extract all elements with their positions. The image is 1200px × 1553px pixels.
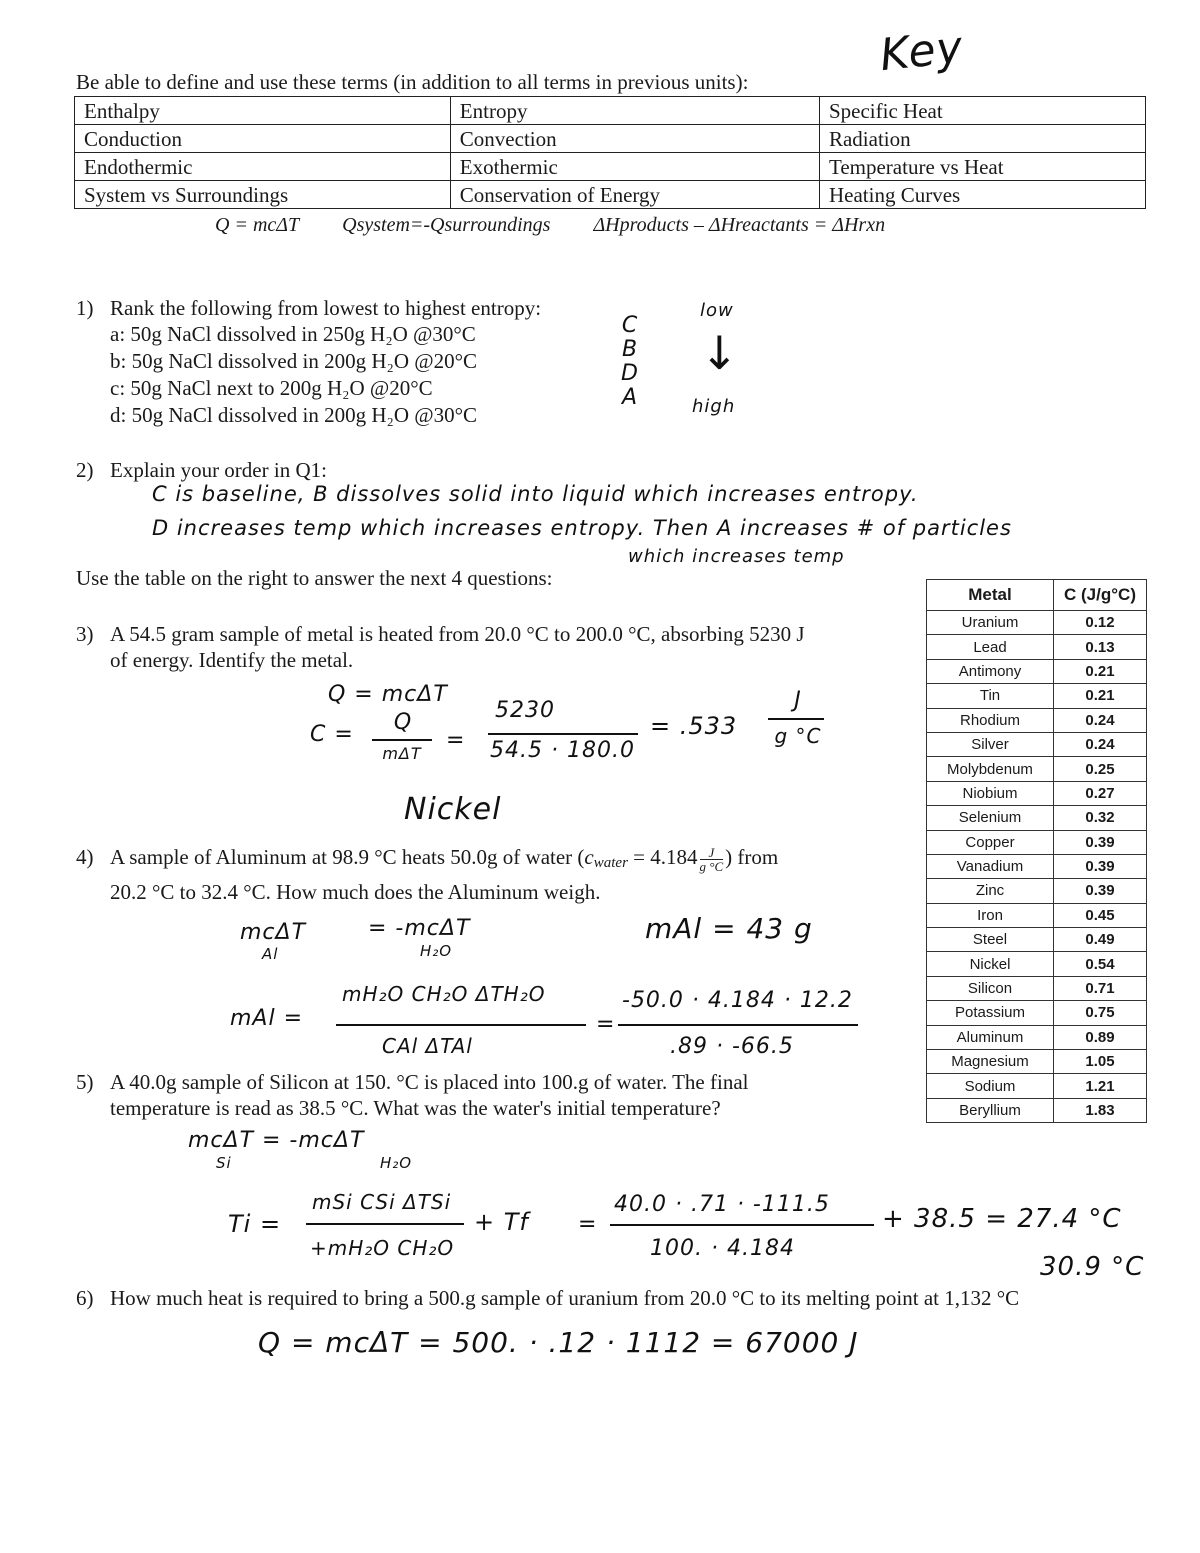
term-cell: System vs Surroundings xyxy=(75,181,451,209)
question-text: temperature is read as 38.5 °C. What was the water's initial temperature? xyxy=(110,1096,721,1120)
table-row xyxy=(927,928,1147,952)
work-denominator: 100. · 4.184 xyxy=(650,1236,795,1261)
table-row xyxy=(927,903,1147,927)
metal-name-cell: Molybdenum xyxy=(927,757,1054,781)
work-mal: mAl = xyxy=(230,1006,304,1031)
specific-heat-cell: 0.24 xyxy=(1054,708,1147,732)
term-cell: Heating Curves xyxy=(819,181,1145,209)
metal-name-cell: Nickel xyxy=(927,952,1054,976)
metal-name-cell: Steel xyxy=(927,928,1054,952)
metal-name-cell: Selenium xyxy=(927,806,1054,830)
specific-heat-cell: 0.25 xyxy=(1054,757,1147,781)
formula-heat: Q = mcΔT xyxy=(215,214,300,236)
term-cell: Endothermic xyxy=(75,153,451,181)
answer-letter: A xyxy=(621,385,639,410)
specific-heat-cell: 0.21 xyxy=(1054,659,1147,683)
work-result: + 38.5 = 27.4 °C xyxy=(882,1204,1122,1234)
c-water-subscript: water xyxy=(593,855,628,871)
metal-name-cell: Antimony xyxy=(927,659,1054,683)
question-number: 6) xyxy=(76,1286,94,1310)
table-row xyxy=(927,1050,1147,1074)
fraction-bar xyxy=(372,739,432,741)
table-row xyxy=(927,659,1147,683)
metal-name-cell: Silicon xyxy=(927,976,1054,1000)
c-water-symbol: c xyxy=(584,845,594,869)
specific-heat-cell: 0.12 xyxy=(1054,611,1147,635)
question-text: A 40.0g sample of Silicon at 150. °C is placed into 100.g of water. The final xyxy=(110,1070,749,1094)
term-cell: Temperature vs Heat xyxy=(819,153,1145,181)
table-row xyxy=(927,952,1147,976)
formula-enthalpy: ΔHproducts – ΔHreactants = ΔHrxn xyxy=(593,214,886,236)
table-row xyxy=(927,708,1147,732)
work-numerator: mSi CSi ΔTSi xyxy=(312,1190,452,1214)
work-denominator: 54.5 · 180.0 xyxy=(490,738,635,763)
metal-name-cell: Zinc xyxy=(927,879,1054,903)
answer-letter: B xyxy=(621,337,639,362)
table-row xyxy=(927,976,1147,1000)
specific-heat-cell: 0.32 xyxy=(1054,806,1147,830)
term-cell: Enthalpy xyxy=(75,97,451,125)
table-header-row xyxy=(927,580,1147,611)
term-cell: Convection xyxy=(450,125,819,153)
term-cell: Conservation of Energy xyxy=(450,181,819,209)
specific-heat-cell: 0.39 xyxy=(1054,879,1147,903)
table-body xyxy=(927,611,1147,1123)
metal-name-cell: Niobium xyxy=(927,781,1054,805)
specific-heat-cell: 0.49 xyxy=(1054,928,1147,952)
work-unit-num: J xyxy=(794,688,802,713)
metal-name-cell: Tin xyxy=(927,684,1054,708)
specific-heat-cell: 0.39 xyxy=(1054,854,1147,878)
metal-name-cell: Sodium xyxy=(927,1074,1054,1098)
work-left: mcΔT xyxy=(240,920,307,945)
terms-row xyxy=(75,153,1146,181)
terms-instruction: Be able to define and use these terms (in addition to all terms in previous units): xyxy=(76,70,749,94)
question-text: A 54.5 gram sample of metal is heated from 20.0 °C to 200.0 °C, absorbing 5230 J xyxy=(110,622,805,646)
fraction-bar xyxy=(306,1223,464,1225)
metal-name-cell: Vanadium xyxy=(927,854,1054,878)
specific-heat-cell: 0.54 xyxy=(1054,952,1147,976)
fraction-bar xyxy=(610,1224,874,1226)
fraction-bar xyxy=(618,1024,858,1026)
table-row xyxy=(927,684,1147,708)
fraction-bar xyxy=(768,718,824,720)
metal-name-cell: Magnesium xyxy=(927,1050,1054,1074)
column-header-c: C (J/g°C) xyxy=(1054,580,1147,611)
work-numerator: mH₂O CH₂O ΔTH₂O xyxy=(342,982,546,1006)
specific-heat-cell: 0.27 xyxy=(1054,781,1147,805)
table-row xyxy=(927,611,1147,635)
question-text-part: ) from xyxy=(725,845,779,869)
metal-name-cell: Lead xyxy=(927,635,1054,659)
table-row xyxy=(927,1098,1147,1122)
question-prompt: Explain your order in Q1: xyxy=(110,458,327,482)
terms-table xyxy=(74,96,1146,209)
formula-line xyxy=(215,214,923,237)
term-cell: Radiation xyxy=(819,125,1145,153)
work-numerator: 5230 xyxy=(495,698,555,723)
question-number: 3) xyxy=(76,622,94,646)
option-c: c: 50g NaCl next to 200g H₂O @20°C xyxy=(110,376,433,400)
work-right-sub: H₂O xyxy=(420,942,453,960)
terms-row xyxy=(75,181,1146,209)
table-row xyxy=(927,757,1147,781)
metal-name-cell: Iron xyxy=(927,903,1054,927)
low-label: low xyxy=(700,300,734,321)
work-heat: Q = mcΔT = 500. · .12 · 1112 = 67000 J xyxy=(258,1326,859,1359)
specific-heat-cell: 0.89 xyxy=(1054,1025,1147,1049)
metal-name-cell: Beryllium xyxy=(927,1098,1054,1122)
table-row xyxy=(927,879,1147,903)
answer-ranking xyxy=(620,314,640,410)
fraction-bar xyxy=(336,1024,586,1026)
table-row xyxy=(927,781,1147,805)
metal-name-cell: Rhodium xyxy=(927,708,1054,732)
specific-heat-table xyxy=(926,579,1147,1123)
high-label: high xyxy=(692,396,736,417)
work-equals: = xyxy=(446,728,466,753)
work-equals: = xyxy=(596,1012,616,1037)
terms-row xyxy=(75,125,1146,153)
metal-name-cell: Aluminum xyxy=(927,1025,1054,1049)
work-unit-den: g °C xyxy=(774,724,822,748)
question-number: 2) xyxy=(76,458,94,482)
answer-temperature: 30.9 °C xyxy=(1040,1252,1145,1282)
question-text xyxy=(110,845,778,873)
table-row xyxy=(927,635,1147,659)
answer-letter: C xyxy=(621,313,639,338)
work-fraction-num: Q xyxy=(393,710,413,735)
work-fraction-den: mΔT xyxy=(382,744,422,763)
table-row xyxy=(927,806,1147,830)
specific-heat-cell: 0.39 xyxy=(1054,830,1147,854)
unit-den: g °C xyxy=(699,858,724,874)
work-right: = -mcΔT xyxy=(368,916,471,941)
work-ti: Ti = xyxy=(228,1210,282,1238)
work-equals: = xyxy=(578,1212,598,1237)
work-equation: Q = mcΔT xyxy=(328,682,448,707)
key-annotation: Key xyxy=(877,21,966,82)
specific-heat-cell: 0.75 xyxy=(1054,1001,1147,1025)
table-row xyxy=(927,854,1147,878)
handwritten-answer-line: which increases temp xyxy=(628,546,845,567)
down-arrow-icon: ↓ xyxy=(700,326,740,380)
question-text: How much heat is required to bring a 500.g sample of uranium from 20.0 °C to its melting point at 1,132 °C xyxy=(110,1286,1020,1310)
work-plus-tf: + Tf xyxy=(474,1208,529,1236)
work-c-label: C = xyxy=(310,722,354,747)
fraction-bar xyxy=(488,733,638,735)
answer-metal: Nickel xyxy=(404,792,502,827)
specific-heat-cell: 1.83 xyxy=(1054,1098,1147,1122)
formula-system: Qsystem=-Qsurroundings xyxy=(342,214,551,236)
term-cell: Specific Heat xyxy=(819,97,1145,125)
table-instruction: Use the table on the right to answer the next 4 questions: xyxy=(76,566,553,590)
question-number: 5) xyxy=(76,1070,94,1094)
column-header-metal: Metal xyxy=(927,580,1054,611)
terms-row xyxy=(75,97,1146,125)
table-row xyxy=(927,1074,1147,1098)
question-text-part: = 4.184 xyxy=(627,845,698,869)
table-row xyxy=(927,1001,1147,1025)
work-left-sub: Si xyxy=(216,1154,232,1172)
work-result: = .533 xyxy=(650,712,738,740)
specific-heat-cell: 0.13 xyxy=(1054,635,1147,659)
question-number: 1) xyxy=(76,296,94,320)
work-balance: mcΔT = -mcΔT xyxy=(188,1128,365,1153)
work-denominator: .89 · -66.5 xyxy=(670,1034,794,1059)
specific-heat-cell: 1.21 xyxy=(1054,1074,1147,1098)
option-b: b: 50g NaCl dissolved in 200g H₂O @20°C xyxy=(110,349,477,373)
work-right-sub: H₂O xyxy=(380,1154,413,1172)
metal-name-cell: Uranium xyxy=(927,611,1054,635)
work-denominator: CAl ΔTAl xyxy=(382,1034,473,1058)
option-a: a: 50g NaCl dissolved in 250g H₂O @30°C xyxy=(110,322,476,346)
option-d: d: 50g NaCl dissolved in 200g H₂O @30°C xyxy=(110,403,477,427)
table-row xyxy=(927,1025,1147,1049)
table-row xyxy=(927,830,1147,854)
handwritten-answer-line: D increases temp which increases entropy. Then A increases # of particles xyxy=(152,516,1012,540)
unit-num: J xyxy=(700,846,724,860)
specific-heat-cell: 0.45 xyxy=(1054,903,1147,927)
work-denominator: +mH₂O CH₂O xyxy=(310,1236,455,1260)
work-numerator: -50.0 · 4.184 · 12.2 xyxy=(622,988,853,1013)
question-text: 20.2 °C to 32.4 °C. How much does the Aluminum weigh. xyxy=(110,880,601,904)
term-cell: Conduction xyxy=(75,125,451,153)
term-cell: Exothermic xyxy=(450,153,819,181)
handwritten-answer-line: C is baseline, B dissolves solid into liquid which increases entropy. xyxy=(152,482,919,506)
term-cell: Entropy xyxy=(450,97,819,125)
question-prompt: Rank the following from lowest to highest entropy: xyxy=(110,296,542,320)
answer-letter: D xyxy=(621,361,639,386)
answer-mass: mAl = 43 g xyxy=(645,912,813,945)
table-row xyxy=(927,732,1147,756)
specific-heat-cell: 0.71 xyxy=(1054,976,1147,1000)
question-number: 4) xyxy=(76,845,94,869)
metal-name-cell: Copper xyxy=(927,830,1054,854)
specific-heat-cell: 0.24 xyxy=(1054,732,1147,756)
question-text-part: A sample of Aluminum at 98.9 °C heats 50.0g of water ( xyxy=(110,845,585,869)
unit-fraction xyxy=(700,846,724,873)
metal-name-cell: Potassium xyxy=(927,1001,1054,1025)
specific-heat-cell: 1.05 xyxy=(1054,1050,1147,1074)
question-text: of energy. Identify the metal. xyxy=(110,648,354,672)
work-left-sub: Al xyxy=(262,945,279,963)
specific-heat-cell: 0.21 xyxy=(1054,684,1147,708)
work-numerator: 40.0 · .71 · -111.5 xyxy=(614,1192,830,1217)
metal-name-cell: Silver xyxy=(927,732,1054,756)
